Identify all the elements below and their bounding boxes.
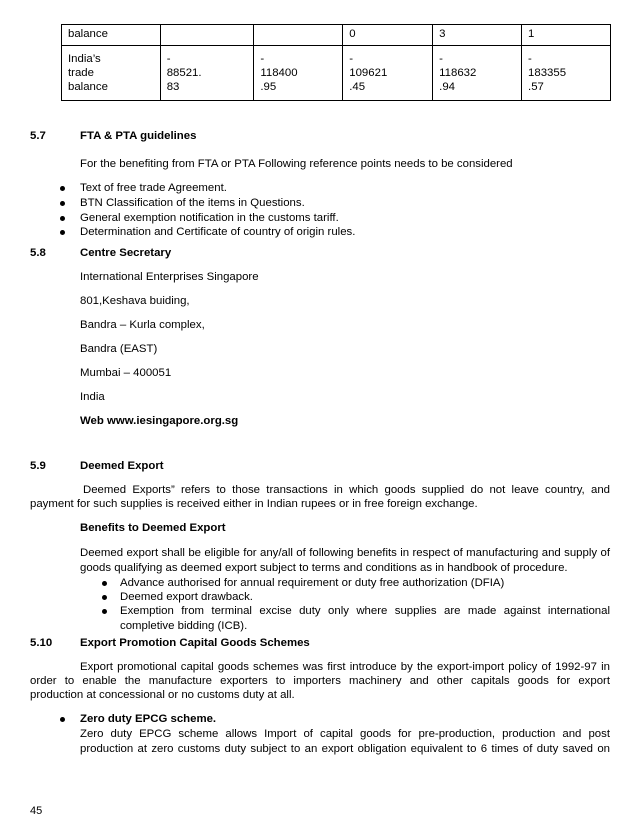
paragraph-line: Zero duty EPCG scheme allows Import of capital goods for pre-production, production and post [80, 728, 610, 740]
address-line: International Enterprises Singapore [80, 271, 259, 283]
trade-balance-table [61, 24, 611, 101]
page-number: 45 [30, 805, 43, 817]
address-line: Bandra (EAST) [80, 343, 158, 355]
web-address: Web www.iesingapore.org.sg [80, 415, 239, 427]
bullet-icon [102, 609, 107, 614]
bullet-icon [60, 186, 65, 191]
section-number: 5.9 [30, 460, 46, 472]
table-cell: 3 [433, 25, 522, 46]
table-cell: - 109621 .45 [343, 46, 433, 101]
table-cell: - 88521. 83 [160, 46, 254, 101]
table-cell [254, 25, 343, 46]
bullet-icon [102, 595, 107, 600]
paragraph: Deemed export shall be eligible for any/all of following benefits in respect of manufacturing and supply of goods qualifying as deemed export subject to terms and conditions as in handbook of procedure. [80, 547, 610, 574]
section-title: FTA & PTA guidelines [80, 130, 197, 142]
list-item: Zero duty EPCG scheme. [80, 712, 216, 727]
section-title: Export Promotion Capital Goods Schemes [80, 637, 310, 649]
list-item: Deemed export drawback. [120, 590, 610, 605]
bullet-icon [102, 581, 107, 586]
list-item: BTN Classification of the items in Questions. [80, 196, 305, 211]
bullet-icon [60, 717, 65, 722]
table-cell: 0 [343, 25, 433, 46]
address-line: Mumbai – 400051 [80, 367, 172, 379]
bullet-icon [60, 230, 65, 235]
address-line: India [80, 391, 105, 403]
section-number: 5.8 [30, 247, 46, 259]
paragraph-line: Deemed Exports” refers to those transactions in which goods supplied do not leave country, and [83, 484, 610, 496]
table-cell: 1 [522, 25, 611, 46]
paragraph-line: production at zero customs duty subject to an export obligation equivalent to 6 times of duty saved on [80, 743, 610, 755]
table-row [62, 46, 611, 101]
address-line: 801,Keshava buiding, [80, 295, 190, 307]
bullet-icon [60, 216, 65, 221]
table-cell: - 118400 .95 [254, 46, 343, 101]
list-item: Text of free trade Agreement. [80, 181, 227, 196]
section-title: Deemed Export [80, 460, 164, 472]
address-line: Bandra – Kurla complex, [80, 319, 205, 331]
subsection-title: Benefits to Deemed Export [80, 522, 226, 534]
table-cell: - 183355 .57 [522, 46, 611, 101]
section-number: 5.10 [30, 637, 53, 649]
paragraph-line: Export promotional capital goods schemes was first introduce by the export-import policy of 1992-97 in [80, 661, 610, 673]
list-item: Advance authorised for annual requirement or duty free authorization (DFIA) [120, 576, 610, 591]
table-cell [160, 25, 254, 46]
paragraph-line: order to enable the manufacture exporters to importers machinery and other capitals goods for export [30, 675, 610, 687]
table-cell: balance [62, 25, 161, 46]
list-item: Determination and Certificate of country of origin rules. [80, 225, 355, 240]
table-cell: - 118632 .94 [433, 46, 522, 101]
section-intro: For the benefiting from FTA or PTA Following reference points needs to be considered [80, 158, 513, 170]
paragraph-line: payment for such supplies is received either in Indian rupees or in free foreign exchange. [30, 498, 478, 510]
section-title: Centre Secretary [80, 247, 172, 259]
table-cell: India’s trade balance [62, 46, 161, 101]
section-number: 5.7 [30, 130, 46, 142]
table-row [62, 25, 611, 46]
bullet-icon [60, 201, 65, 206]
paragraph-line: production at concessional or no customs duty at all. [30, 689, 295, 701]
list-item: General exemption notification in the customs tariff. [80, 211, 339, 226]
list-item: Exemption from terminal excise duty only where supplies are made against international completive bidding (ICB). [120, 604, 610, 634]
